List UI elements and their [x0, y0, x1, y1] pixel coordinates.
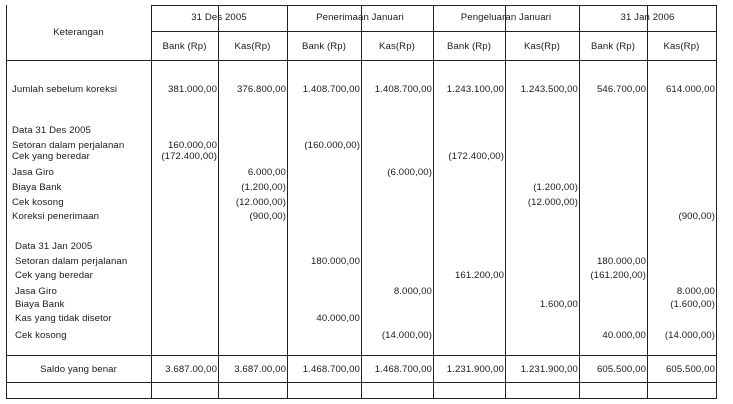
- section2-row-label: Biaya Bank: [15, 299, 65, 310]
- section2-cell: 40.000,00: [316, 313, 360, 324]
- period-header: Penerimaan Januari: [316, 12, 404, 23]
- section2-heading: Data 31 Jan 2005: [15, 241, 93, 252]
- column-divider: [433, 5, 434, 399]
- section1-row-label: Cek kosong: [12, 197, 64, 208]
- saldo-cell: 1.468.700,00: [374, 364, 432, 375]
- bank-subheader: Bank (Rp): [590, 41, 636, 52]
- jumlah-cell: 1.408.700,00: [374, 84, 432, 95]
- section2-cell: 180.000,00: [310, 256, 360, 267]
- section1-row-label: Setoran dalam perjalanan: [12, 140, 125, 151]
- section1-cell: (1.200,00): [533, 182, 578, 193]
- kas-subheader: Kas(Rp): [234, 41, 271, 52]
- kas-subheader: Kas(Rp): [524, 41, 560, 52]
- jumlah-cell: 376.800,00: [236, 84, 286, 95]
- section2-row-label: Cek yang beredar: [15, 270, 93, 281]
- jumlah-cell: 546.700,00: [596, 84, 646, 95]
- section1-cell: (900,00): [678, 211, 715, 222]
- section2-cell: 8.000,00: [676, 286, 715, 297]
- jumlah-label: Jumlah sebelum koreksi: [12, 84, 118, 95]
- section1-cell: (160.000,00): [304, 140, 360, 151]
- column-divider: [6, 5, 7, 399]
- period-header: 31 Jan 2006: [620, 12, 675, 23]
- saldo-cell: 605.500,00: [596, 364, 646, 375]
- jumlah-cell: 1.243.100,00: [446, 84, 504, 95]
- bank-subheader: Bank (Rp): [162, 41, 207, 52]
- section1-cell: (12.000,00): [235, 197, 286, 208]
- section2-row-label: Cek kosong: [15, 330, 67, 341]
- row-divider: [151, 5, 717, 6]
- section2-cell: 40.000,00: [602, 330, 646, 341]
- section1-heading: Data 31 Des 2005: [12, 125, 91, 136]
- section1-cell: (6.000,00): [387, 167, 432, 178]
- period-header: 31 Des 2005: [191, 12, 247, 23]
- jumlah-cell: 614.000,00: [665, 84, 715, 95]
- saldo-cell: 1.231.900,00: [446, 364, 504, 375]
- section2-cell: (1.600,00): [670, 299, 715, 310]
- kas-subheader: Kas(Rp): [663, 41, 700, 52]
- section2-row-label: Jasa Giro: [15, 286, 57, 297]
- column-divider: [151, 5, 152, 399]
- row-divider: [151, 31, 717, 32]
- section2-cell: 161.200,00: [454, 270, 504, 281]
- saldo-cell: 1.468.700,00: [302, 364, 360, 375]
- saldo-label: Saldo yang benar: [40, 364, 117, 375]
- saldo-cell: 3.687.00,00: [234, 364, 286, 375]
- section2-cell: (161.200,00): [590, 270, 646, 281]
- keterangan-header: Keterangan: [53, 27, 104, 38]
- section2-row-label: Kas yang tidak disetor: [15, 313, 112, 324]
- section2-row-label: Setoran dalam perjalanan: [15, 256, 128, 267]
- column-divider: [716, 5, 717, 399]
- row-divider: [6, 355, 717, 356]
- bank-subheader: Bank (Rp): [301, 41, 347, 52]
- jumlah-cell: 381.000,00: [167, 84, 217, 95]
- section1-cell: (1.200,00): [241, 182, 286, 193]
- row-divider: [6, 60, 717, 61]
- jumlah-cell: 1.243.500,00: [520, 84, 578, 95]
- section2-cell: 180.000,00: [596, 256, 646, 267]
- section2-cell: (14.000,00): [664, 330, 715, 341]
- period-header: Pengeluaran Januari: [460, 12, 552, 23]
- section1-row-label: Jasa Giro: [12, 167, 54, 178]
- row-divider: [6, 398, 717, 399]
- section1-row-label: Cek yang beredar: [12, 151, 90, 162]
- jumlah-cell: 1.408.700,00: [302, 84, 360, 95]
- saldo-cell: 1.231.900,00: [520, 364, 578, 375]
- section1-cell: 6.000,00: [247, 167, 286, 178]
- section1-cell: (172.400,00): [448, 151, 504, 162]
- section2-cell: (14.000,00): [381, 330, 432, 341]
- section1-row-label: Koreksi penerimaan: [12, 211, 100, 222]
- column-divider: [287, 5, 288, 399]
- row-divider: [6, 382, 717, 383]
- section1-cell: 160.000,00: [167, 140, 217, 151]
- bank-subheader: Bank (Rp): [446, 41, 492, 52]
- section2-cell: 1.600,00: [539, 299, 578, 310]
- section1-cell: (900,00): [249, 211, 286, 222]
- saldo-cell: 605.500,00: [665, 364, 715, 375]
- section1-cell: (12.000,00): [527, 197, 578, 208]
- section2-cell: 8.000,00: [393, 286, 432, 297]
- saldo-cell: 3.687.00,00: [165, 364, 217, 375]
- section1-row-label: Biaya Bank: [12, 182, 62, 193]
- kas-subheader: Kas(Rp): [379, 41, 415, 52]
- section1-cell: (172.400,00): [161, 151, 217, 162]
